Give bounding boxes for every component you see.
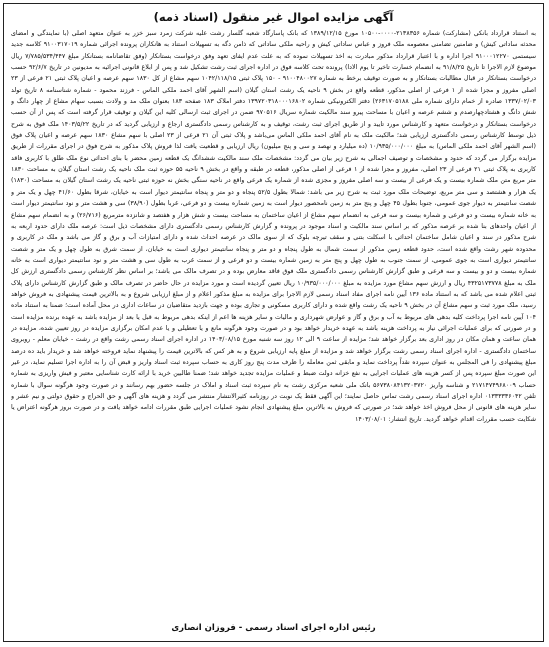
notice-signature: رئیس اداره اجرای اسناد رسمی - فروزان انصاری xyxy=(171,623,376,633)
notice-body: به استناد قرارداد بانکی (مشارکت) شماره ۲۱۳۸۳۵۶-۰۰۰۰-۱۰۵۰۰ مورخ ۱۳۸۹/۱۲/۱۵ که بانک پاسارگاد شعبه گلسار رشت علیه شرکت زمرد سبز خزر به عنوان متعهد اصلی (با نمایندگی و امضای محدثه ساداتی کیش) و ضامنین تضامنی معصومه ملک فروز و عباس ساداتی کیش و راحیه ملکی ساداتی که ذامن دگه به تسهیلات استناد به هانکاران پرونده اجرائی شماره ۹۱۰۰۳۱۷۰۱۹ کلاسه جدید سیستمی ۹۱۰۰۰۱۲۲۷۰ اجرا اداره و با اعتبار قرارداد مذکور مبادرت به اخذ تسهیلات نموده که به علت عدم ایفای تعهد وفق درخواست بستانکار (وفق تقاضانامه بستانکار مبلغ ۷/۷۸۵/۵۳۴/۴۴۷ ریال موضوع لازم الاجرا تا تاریخ ۹۱/۸/۲۵ به انضمام خسارت تاخیر تا یوم الادا) پرونده تحت کلاسه فوق در اداره اجرای ثبت رشت تشکیل شد و پس از ابلاغ قانونی اجرائیه به مدیونین در تاریخ ۹۲/۶/۷ حسب درخواست بستانکار در قبال مطالبات بستانکار و به صورت توقیف برخط به شماره ۹۱۰۰۴۸۰۰۲۷ - ۱۵۰ پلاک ثبتی ۱۰۴۲/۱۱۸/۱۵ سهم مشاع از کل ۱۸۳۰ سهم عرصه و اعیان پلاک ثبتی ۲۱ فرعی از ۲۳ اصلی مفروز و مجزا شده از ۱ فرعی از اصلی مذکور، قطعه واقع در بخش ۹ ناحیه یک رشت استان گیلان (اسم الشهر آقای احمد ملکی الماس - فرزند محمود - شماره شناسنامه ۸ تاریخ تولد ۱۳۳۷/۰۲/۰۳ صادره از خمام دارای شماره ملی ۲۶۳۱۷۰۵۱۸۸) دفتر الکترونیکی شماره ۱۳۹۷۲۰۳۱۸۰۰۰۱۶۸۰۲ دفتر املاک ۱۸۳ صفحه ۱۸۳ بعنوان ملک مد و ولادت بسبب سهام مشاع از چهار دانگ و شش دانگ و هشتادچهارصدم و ششم عرصه و اعیان با مساحت پیرو سند مالکیت شماره سریال ۹۷۰۵۱۶ ضمن در اجرای ثبت ارسالی کلیه این گیلان و توقیف قرار گرفته است که پس از آن حسب درخواست بستانکار و درخواست متعهد و کارشناس مورد تایید و از طریق اجرای ثبت رشت، توقیف و به کارشناس رسمی دادگستری ارجاع و ارزیابی گردید که در تاریخ ۱۴۰۳/۵/۲۲ ملک فوق به شرح ذیل توسط کارشناس رسمی دادگستری ارزیابی شد؛ مالکیت ملک به نام آقای احمد ملکی الماس می‌باشد و پلاک ثبتی آن ۲۱ فرعی از ۲۳ اصلی با سهم مشاع ۱۸۳۰ سهم عرصه و اعیان پلاک فوق (اسم الشهر آقای احمد ملکی الماس) به مبلغ ۱۰/۹۳۵/۰۰۰/۰۰۰ (ده میلیارد و نهصد و سی و پنج میلیون) ریال ارزیابی و قطعیت یافت لذا فروش پلاک مذکور به شرح فوق در اجرای مقررات از طریق مزایده برگزار می گردد که حدود و مشخصات و توصیف اجمالی به شرح زیر بیان می گردد: مشخصات ملک سند مالکیت ششدانگ یک قطعه زمین محضر با بنای احداثی نوع ملک طلق با کاربری فاقد کاربری به پلاک ثبتی ۲۱ فرعی از ۲۳ اصلی، مفروز و مجزا شده از ۱ فرعی از اصلی مذکور، قطعه در طبقه و واقع در بخش ۹ ناحیه ۵۵ حوزه ثبت ملک ناحیه یک رشت استان گیلان به مساحت ۱۸۳۰ متر مربع متن ملک شماره بیست و یک فرعی از بیست و سه اصلی مفروز و مجزی شده از شماره یک فرعی واقع در ناحیه سنگی بخش نه حوزه ثبتی ناحیه یک رشت استان گیلان به مساحت (۱۸۳۰) یک هزار و هشتصد و سی متر مربع، توضیحات ملک مورد ثبت به شرح زیر می باشد: شمالا بطول ۵۲/۵ پنجاه و دو متر و پنجاه سانتیمتر دیوار است به خیابان، شرقا بطول ۴۱/۶۰ چهل و یک متر و شصت سانتیمتر به دیوار جوی عمومی، جنوبا بطول ۴۵ چهل و پنج متر به زمین نامحصور دیوار است به زمین شماره بیست و دو فرعی، غربا بطول (۳۸/۹۰) سی و هشت متر و نود سانتیمتر دیوار است به خانه شماره بیست و دو فرعی و شماره بیست و سه فرعی به انضمام سهم مشاع از اعیان ساختمان به مساحت بیست و شش هزار و هفتصد و شانزده مترمربع (۲۶/۷۱۶) و به انضمام سهم مشاع از اعیان واحدهای بنا شده بر عرصه مذکور که بر اساس سند مالکیت و اسناد موجود در پرونده و گزارش کارشناس رسمی دادگستری دارای مشخصات ذیل است: عرصه ملک دارای حدود اربعه به شرح مذکور در سند و اعیان شامل ساختمان احداثی با اسکلت بتنی و سقف تیرچه بلوک که از سوی مالک در عرصه احداث شده و دارای امتیازات آب و برق و گاز می باشد و ملک در کاربری و محدوده شهر رشت واقع شده است، حدود قطعه زمین مذکور از سمت شمال به طول پنجاه و دو متر و پنجاه سانتیمتر دیواری است به خیابان، از سمت شرق به طول چهل و یک متر و شصت سانتیمتر دیواری است به جوی عمومی، از سمت جنوب به طول چهل و پنج متر به زمین شماره بیست و دو فرعی و از سمت غرب به طول سی و هشت متر و نود سانتیمتر دیواری است به خانه شماره بیست و دو و بیست و سه فرعی و طبق گزارش کارشناس رسمی دادگستری ملک فوق فاقد معارض بوده و در تصرف مالک می باشد؛ بر اساس نظر کارشناس رسمی دادگستری ارزش کل ملک به مبلغ ۴۳۲۵۱۷۳۷۷۸ ریال و ارزش سهم مشاع مورد مزایده به مبلغ ۱۰/۹۳۵/۰۰۰/۰۰۰ ریال تعیین گردیده است و مورد مزایده در حال حاضر در تصرف مالک و طبق گزارش کارشناس دارای پلاک ثبتی اعلام شده می باشد که به استناد ماده ۱۳۶ آیین نامه اجرای مفاد اسناد رسمی لازم الاجرا برای مزایده به مبلغ مذکور اعلام و از مبلغ ارزیابی شروع و به بالاترین قیمت پیشنهادی به فروش خواهد رسید، ملک مورد ثبت و سهم مشاع آن در بخش ۹ ناحیه یک رشت واقع شده و دارای کاربری مسکونی و تجاری بوده و جهت بازدید متقاضیان در ساعات اداری در محل آماده است؛ ضمنا به استناد ماده ۱۰۴ آیین نامه اجرا پرداخت کلیه بدهی های مربوط به آب و برق و گاز و عوارض شهرداری و مالیات و سایر هزینه ها اعم از اینکه بدهی مربوط به قبل یا بعد از مزایده باشد به عهده برنده مزایده است و در صورتی که برای عملیات اجرائی نیاز به پرداخت هزینه باشد به عهده خریدار خواهد بود و در صورت وجود هرگونه مانع و یا تعطیلی و یا عدم امکان برگزاری مزایده در روز تعیین شده، مزایده در همان ساعت و همان مکان در روز اداری بعد برگزار خواهد شد؛ مزایده از ساعت ۹ الی ۱۲ روز سه شنبه مورخ ۱۴۰۳/۰۸/۱۵ در اداره اجرای اسناد رسمی رشت واقع در رشت - خیابان معلم - روبروی ساختمان دادگستری - اداره اجرای اسناد رسمی رشت برگزار خواهد شد و مزایده از مبلغ پایه ارزیابی شروع و به هر کس که بالاترین قیمت را پیشنهاد نماید فروخته خواهد شد و خریدار باید ده درصد مبلغ پیشنهادی را فی المجلس به عنوان سپرده نقداً پرداخت نماید و مابقی ثمن معامله را ظرف مدت پنج روز کاری به حساب سپرده ثبت اسناد واریز و قبض آن را به اداره اجرا تسلیم نماید، در غیر این صورت مبلغ سپرده پس از کسر هزینه های عملیات اجرایی به نفع خزانه دولت ضبط و عملیات مزایده تجدید خواهد شد؛ ضمنا طالبین خرید با ارائه کارت شناسایی معتبر و فیش واریزی به شماره حساب ۲۱۷۱۴۷۴۹۶۸۰۰۹ و شناسه واریز ۵۶۷۳۸۰۸۴۱۳۲۰۳۷۲۰ بانک ملی شعبه مرکزی رشت به نام سپرده ثبت اسناد و املاک در جلسه حضور بهم رسانند و در صورت وجود هرگونه سوال با شماره تلفن ۰۱۳۳۳۳۳۶۰۴۲ اداره اجرای اسناد رسمی رشت تماس حاصل نمایند؛ این آگهی فقط یک نوبت در روزنامه کثیرالانتشار منتشر می گردد و هزینه های آگهی و حق الحراج و حقوق دولتی و نیم عشر و سایر هزینه های قانونی از محل فروش اخذ خواهد شد؛ در صورتی که فروش به بالاترین مبلغ پیشنهادی انجام نشود عملیات اجرایی طبق مقررات ادامه خواهد یافت و در صورت بروز هرگونه اعتراض یا شکایت حسب مقررات اقدام خواهد گردید. تاریخ انتشار: ۱۴۰۳/۰۸/۰۱ xyxy=(11,30,536,423)
auction-notice xyxy=(3,3,544,642)
notice-title: آگهی مزایده اموال غیر منقول (اسناد ذمه) xyxy=(153,10,394,24)
